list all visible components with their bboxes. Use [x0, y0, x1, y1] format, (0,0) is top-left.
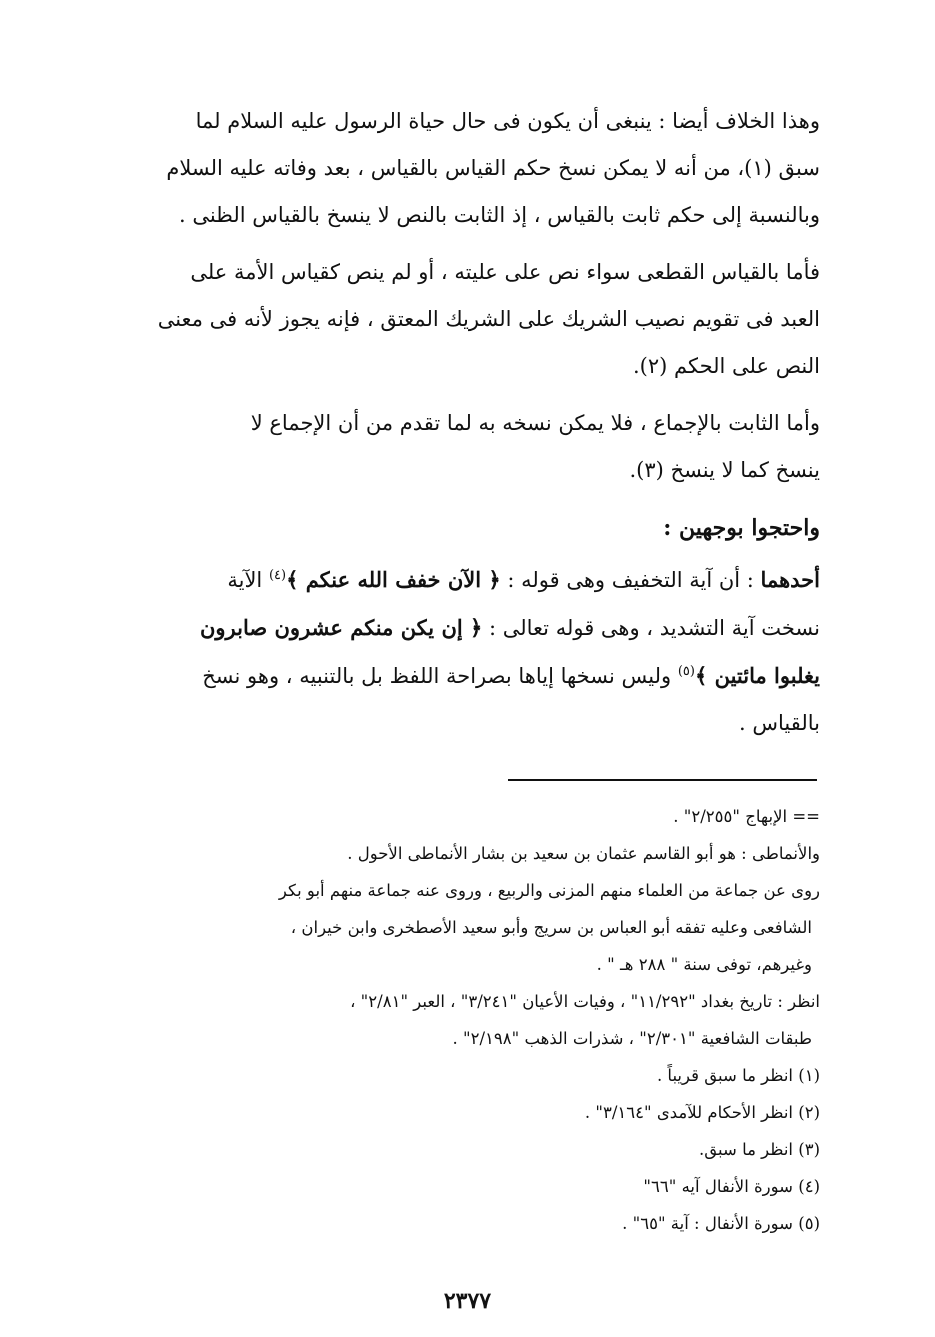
inline-text: الآية: [227, 568, 269, 592]
footnote-line: == الإبهاج "٢/٢٥٥" .: [673, 807, 820, 826]
footnote-line: (٤) سورة الأنفال آيه "٦٦": [643, 1177, 820, 1196]
quran-quote: ﴿ الآن خفف الله عنكم ﴾: [286, 567, 501, 592]
paragraph-3: [108, 400, 820, 494]
quran-quote: يغلبوا مائتين ﴾: [694, 663, 820, 688]
footnote-line: روى عن جماعة من العلماء منهم المزنى والربيع ، وروى عنه جماعة منهم أبو بكر: [278, 881, 820, 900]
text-line: ينسخ كما لا ينسخ (٣).: [629, 458, 820, 482]
footnote-line: (١) انظر ما سبق قريباً .: [656, 1066, 820, 1085]
footnote-line: والأنماطى : هو أبو القاسم عثمان بن سعيد بن بشار الأنماطى الأحول .: [347, 844, 820, 863]
text-line: العبد فى تقويم نصيب الشريك على الشريك المعتق ، فإنه يجوز لأنه فى معنى: [157, 307, 820, 331]
text-line: وأما الثابت بالإجماع ، فلا يمكن نسخه به لما تقدم من أن الإجماع لا: [250, 411, 820, 435]
text-line: [108, 604, 820, 652]
footnote-line: الشافعى وعليه تفقه أبو العباس بن سريج وأبو سعيد الأصطخرى وابن خيران ،: [290, 918, 812, 937]
footnote-ref: (٥): [677, 664, 695, 679]
inline-text: وليس نسخها إياها بصراحة اللفظ بل بالتنبيه ، وهو نسخ: [202, 664, 678, 688]
text-line: وبالنسبة إلى حكم ثابت بالقياس ، إذ الثابت بالنص لا ينسخ بالقياس الظنى .: [178, 203, 820, 227]
lead-word: أحدهما: [760, 567, 820, 592]
footnote-ref: (٤): [268, 568, 287, 583]
inline-text: نسخت آية التشديد ، وهى قوله تعالى :: [482, 616, 820, 640]
quran-quote: ﴿ إن يكن منكم عشرون صابرون: [199, 615, 483, 640]
text-line: وهذا الخلاف أيضا : ينبغى أن يكون فى حال حياة الرسول عليه السلام لما: [195, 109, 820, 133]
paragraph-1: [108, 98, 820, 239]
footnote-line: (٢) انظر الأحكام للآمدى "٣/١٦٤" .: [584, 1103, 820, 1122]
paragraph-2: [108, 249, 820, 390]
section-heading: واحتجوا بوجهين :: [663, 515, 820, 541]
text-line: النص على الحكم (٢).: [632, 354, 820, 378]
footnote-line: طبقات الشافعية "٢/٣٠١" ، شذرات الذهب "٢/١٩٨" .: [452, 1029, 812, 1048]
text-line: بالقياس .: [739, 711, 820, 735]
text-line: فأما بالقياس القطعى سواء نص على عليته ، أو لم ينص كقياس الأمة على: [190, 260, 820, 284]
footnotes: [108, 798, 820, 1242]
footnote-divider: [508, 779, 817, 781]
footnote-line: (٥) سورة الأنفال : آية "٦٥" .: [622, 1214, 820, 1233]
inline-text: : أن آية التخفيف وهى قوله :: [500, 568, 761, 592]
text-line: [108, 556, 820, 604]
main-text: [108, 98, 820, 757]
footnote-line: وغيرهم، توفى سنة " ٢٨٨ هـ " .: [596, 955, 812, 974]
footnote-line: انظر : تاريخ بغداد "١١/٢٩٢" ، وفيات الأعيان "٣/٢٤١" ، العبر "٢/٨١" ،: [350, 992, 820, 1011]
page-number: ٢٣٧٧: [443, 1288, 492, 1314]
footnote-line: (٣) انظر ما سبق.: [699, 1140, 820, 1159]
paragraph-4: [108, 556, 820, 747]
text-line: [108, 652, 820, 700]
text-line: سبق (١)، من أنه لا يمكن نسخ حكم القياس بالقياس ، بعد وفاته عليه السلام: [166, 156, 820, 180]
